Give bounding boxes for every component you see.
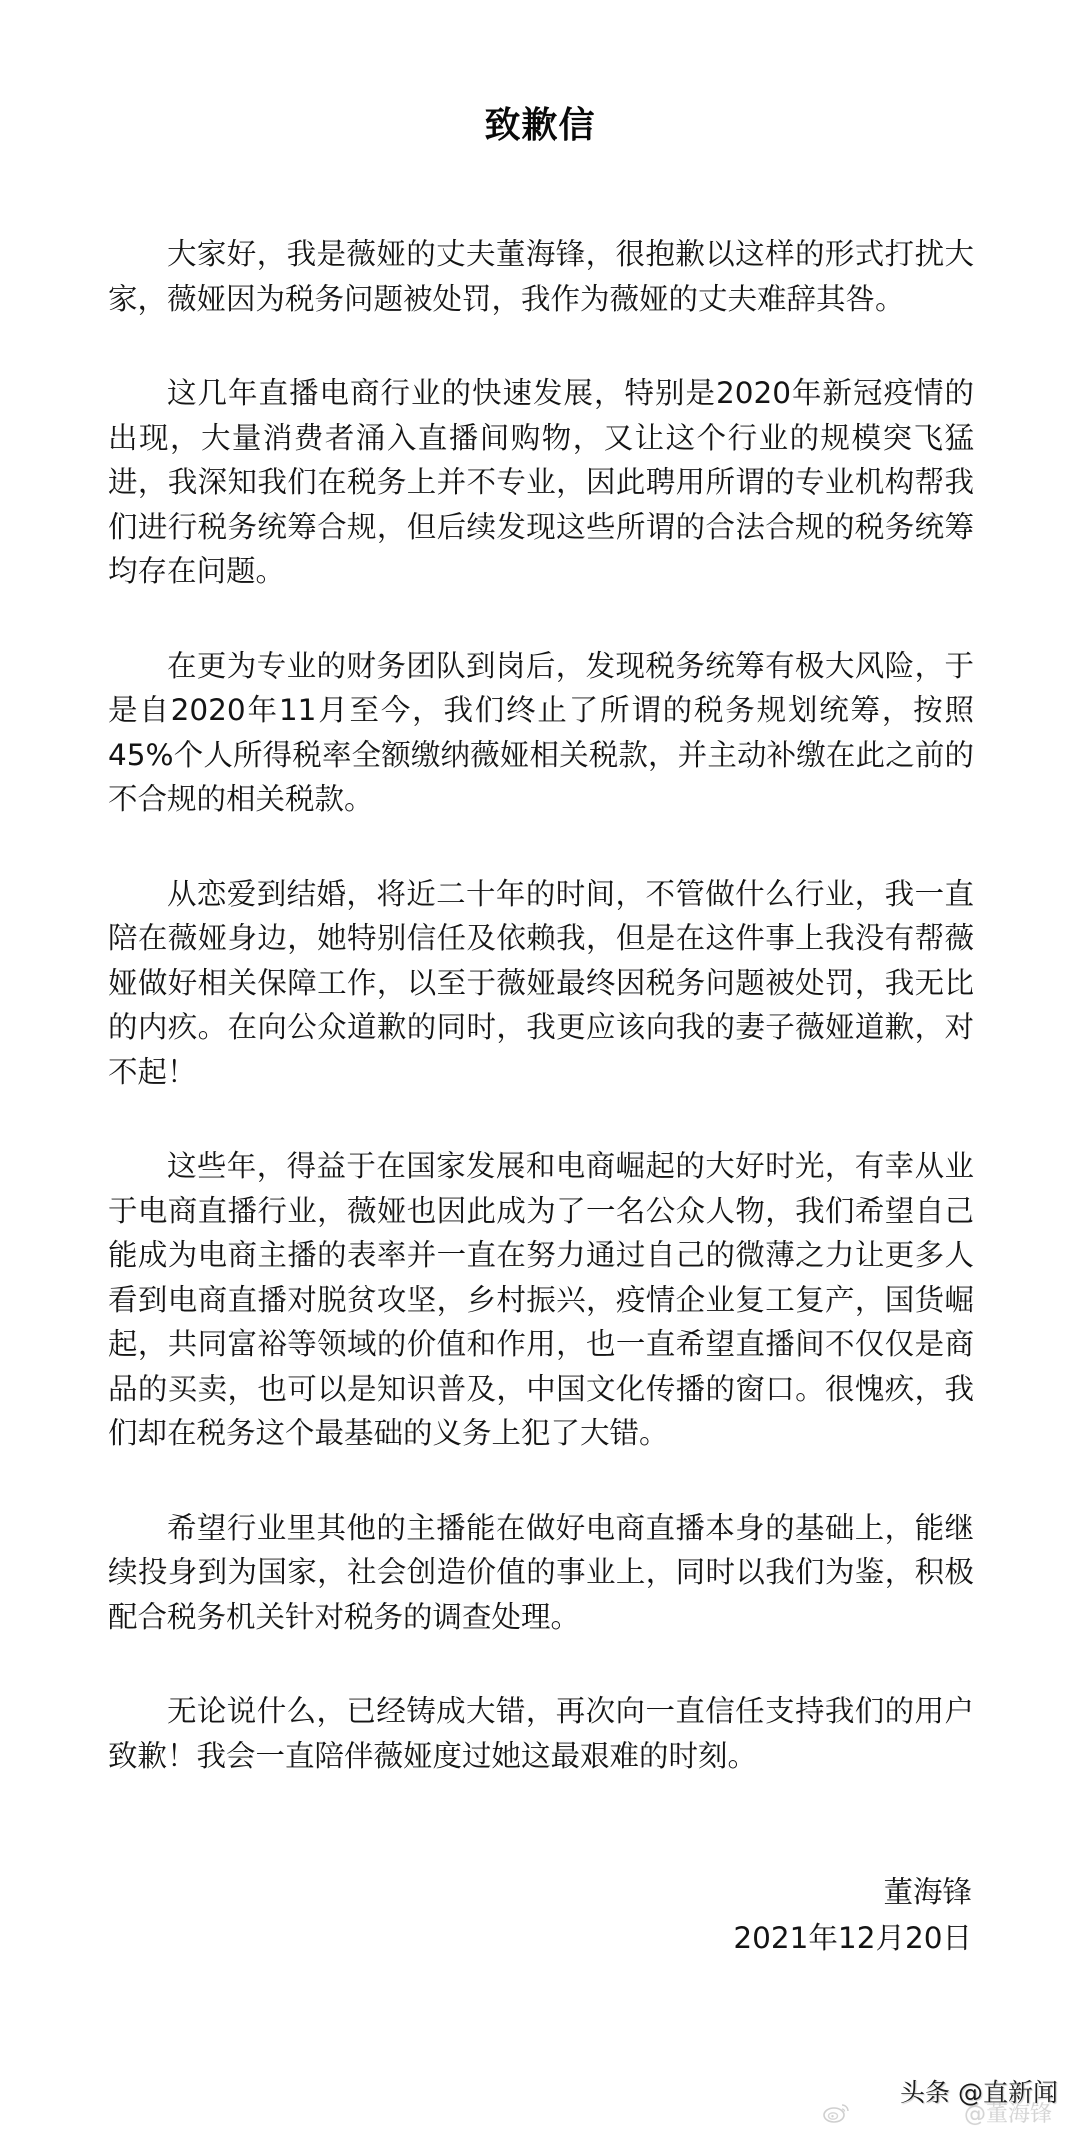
watermark	[818, 2074, 1058, 2130]
toutiao-watermark-text: 头条 @直新闻	[900, 2078, 1058, 2107]
paragraph-5: 这些年，得益于在国家发展和电商崛起的大好时光，有幸从业于电商直播行业，薇娅也因此成为了一名公众人物，我们希望自己能成为电商主播的表率并一直在努力通过自己的微薄之力让更多人看到电商直播对脱贫攻坚，乡村振兴，疫情企业复工复产，国货崛起，共同富裕等领域的价值和作用，也一直希望直播间不仅仅是商品的买卖，也可以是知识普及，中国文化传播的窗口。很愧疚，我们却在税务这个最基础的义务上犯了大错。	[108, 1149, 974, 1450]
weibo-watermark-text: @董海锋	[963, 2102, 1052, 2127]
signature-date: 2021年12月20日	[733, 1921, 972, 1955]
paragraph-4: 从恋爱到结婚，将近二十年的时间，不管做什么行业，我一直陪在薇娅身边，她特别信任及依赖我，但是在这件事上我没有帮薇娅做好相关保障工作，以至于薇娅最终因税务问题被处罚，我无比的内疚。在向公众道歉的同时，我更应该向我的妻子薇娅道歉，对不起！	[108, 876, 974, 1089]
paragraph-7: 无论说什么，已经铸成大错，再次向一直信任支持我们的用户致歉！我会一直陪伴薇娅度过她这最艰难的时刻。	[108, 1694, 974, 1773]
paragraph-2: 这几年直播电商行业的快速发展，特别是2020年新冠疫情的出现，大量消费者涌入直播间购物，又让这个行业的规模突飞猛进，我深知我们在税务上并不专业，因此聘用所谓的专业机构帮我们进行税务统筹合规，但后续发现这些所谓的合法合规的税务统筹均存在问题。	[108, 376, 974, 588]
letter-title: 致歉信	[484, 105, 596, 146]
letter-body	[108, 232, 974, 1828]
paragraph-1: 大家好，我是薇娅的丈夫董海锋，很抱歉以这样的形式打扰大家，薇娅因为税务问题被处罚，我作为薇娅的丈夫难辞其咎。	[108, 237, 974, 316]
signature-name: 董海锋	[883, 1875, 972, 1909]
weibo-logo-icon	[822, 2100, 852, 2124]
paragraph-6: 希望行业里其他的主播能在做好电商直播本身的基础上，能继续投身到为国家，社会创造价值的事业上，同时以我们为鉴，积极配合税务机关针对税务的调查处理。	[108, 1510, 974, 1634]
paragraph-3: 在更为专业的财务团队到岗后，发现税务统筹有极大风险，于是自2020年11月至今，我们终止了所谓的税务规划统筹，按照45%个人所得税率全额缴纳薇娅相关税款，并主动补缴在此之前的不合规的相关税款。	[108, 648, 974, 816]
